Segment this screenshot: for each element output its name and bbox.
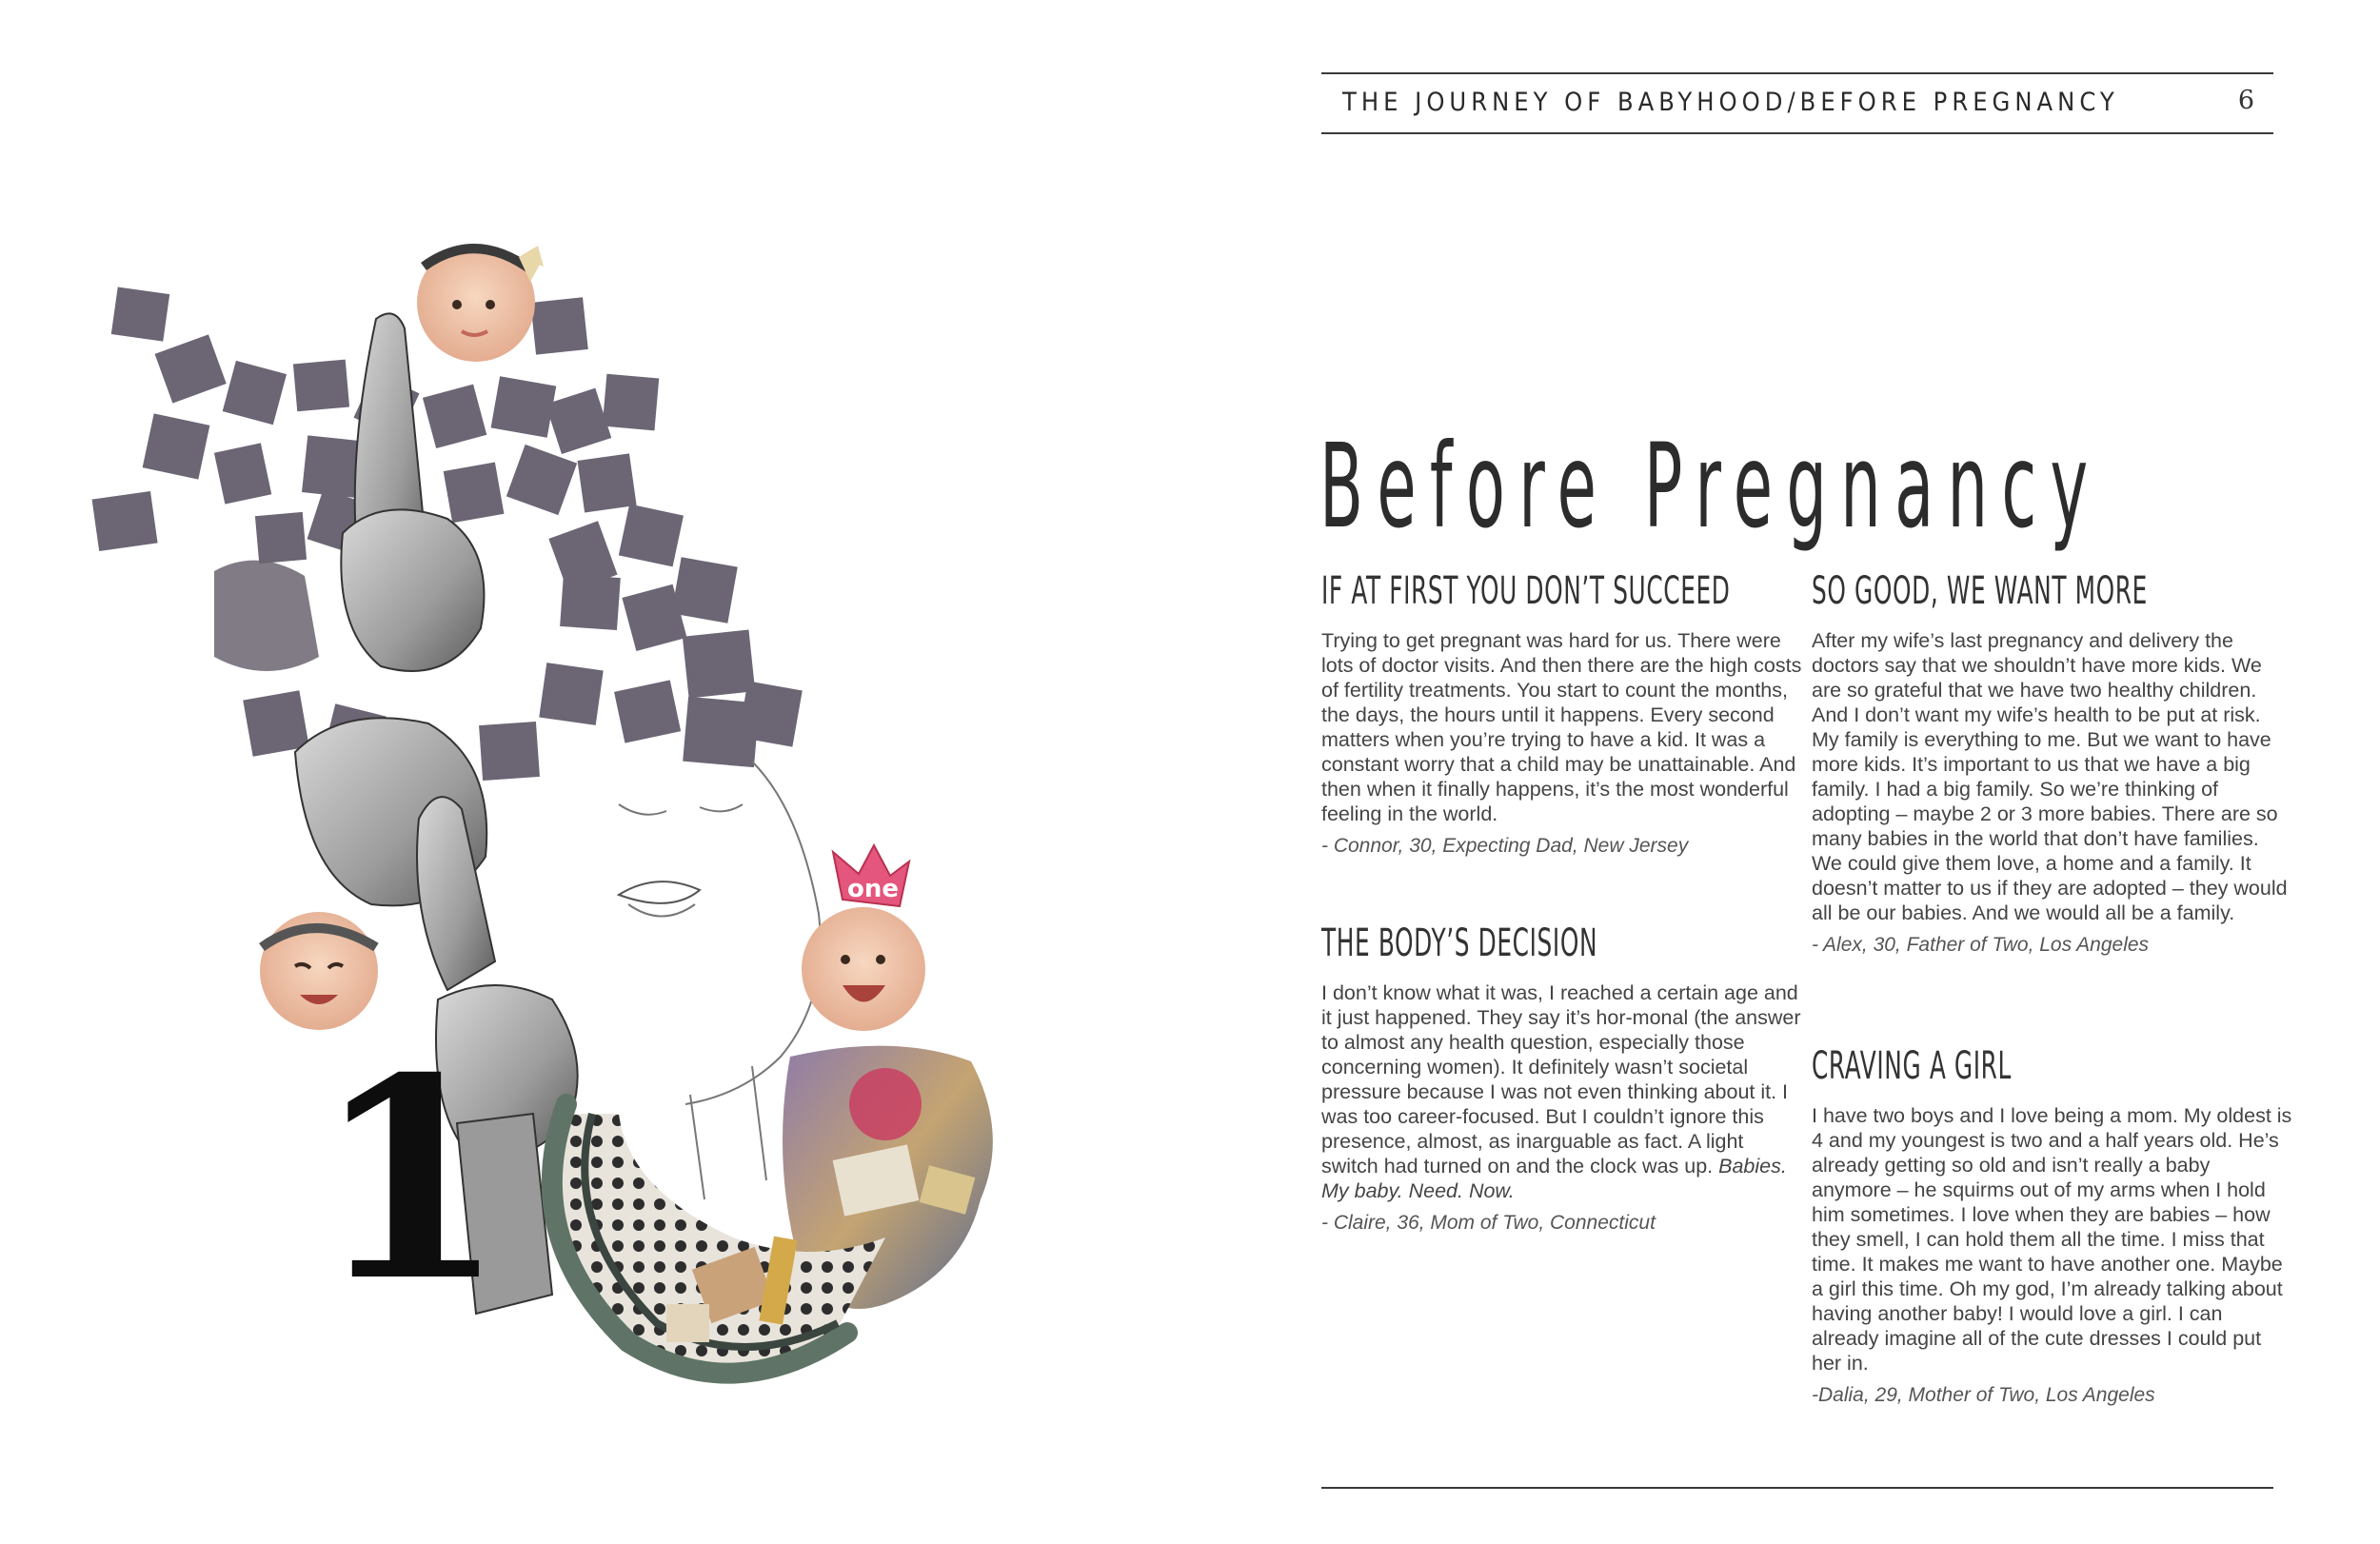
section-body bbox=[1321, 980, 1802, 1203]
story-section bbox=[1321, 569, 1802, 859]
chapter-number: 1 bbox=[314, 1019, 506, 1342]
story-section bbox=[1812, 1044, 2292, 1408]
header-bottom-rule bbox=[1321, 132, 2273, 134]
section-attribution: - Alex, 30, Father of Two, Los Angeles bbox=[1812, 934, 2150, 956]
baby-face-icon bbox=[802, 907, 925, 1031]
torn-paper-icon bbox=[214, 561, 319, 671]
section-body: I have two boys and I love being a mom. My oldest is 4 and my youngest is two and a half years old. He’s already getting so old and isn’t really a baby anymore – he squirms out of my arms when I hold him sometimes. I love when they are babies – how they smell, I can hold them all the time. I miss that time. It makes me want to have another one. Maybe a girl this time. Oh my god, I’m already talking about having another baby! I would love a girl. I can already imagine all of the cute dresses I could put her in. bbox=[1812, 1104, 2292, 1375]
section-body-emphasis: Babies. My baby. Need. Now. bbox=[1321, 1155, 1787, 1202]
header-top-rule bbox=[1321, 72, 2273, 74]
story-section bbox=[1812, 569, 2292, 958]
section-attribution: - Connor, 30, Expecting Dad, New Jersey bbox=[1321, 835, 1689, 857]
crown-text: one bbox=[847, 875, 900, 903]
section-heading: THE BODY’S DECISION bbox=[1321, 921, 1598, 965]
section-attribution: - Claire, 36, Mom of Two, Connecticut bbox=[1321, 1212, 1656, 1234]
section-heading: SO GOOD, WE WANT MORE bbox=[1812, 569, 2148, 613]
section-body: Trying to get pregnant was hard for us. There were lots of doctor visits. And then there are the high costs of fertility treatments. You start to count the months, the days, the hours until it happens. Every second matters when you’re trying to have a kid. It was a constant worry that a child may be unattainable. And then when it finally happens, it’s the most wonderful feeling in the world. bbox=[1321, 629, 1802, 825]
running-title: THE JOURNEY OF BABYHOOD/BEFORE PREGNANCY bbox=[1342, 88, 2119, 117]
page-title: Before Pregnancy bbox=[1319, 419, 2102, 554]
section-heading: CRAVING A GIRL bbox=[1812, 1044, 2012, 1088]
collage-illustration bbox=[0, 0, 1190, 1540]
section-body-text: I don’t know what it was, I reached a certain age and it just happened. They say it’s hor-monal (the answer to almost any health question, especially those concerning women). It definitely wasn’t societal pressure because I was not even thinking about it. I was too career-focused. But I couldn’t ignore this presence, almost, as inarguable as fact. A light switch had turned on and the clock was up. bbox=[1321, 981, 1801, 1178]
chapter-collage bbox=[0, 0, 1190, 1540]
baby-face-icon bbox=[260, 912, 378, 1030]
section-body: After my wife’s last pregnancy and delivery the doctors say that we shouldn’t have more kids. We are so grateful that we have two healthy children. And I don’t want my wife’s health to be put at risk. My family is everything to me. But we want to have more kids. It’s important to us that we have a big family. I had a big family. So we’re thinking of adopting – maybe 2 or 3 more babies. There are so many babies in the world that don’t have families. We could give them love, a home and a family. It doesn’t matter to us if they are adopted – they would all be our babies. And we would all be a family. bbox=[1812, 629, 2288, 924]
section-attribution: -Dalia, 29, Mother of Two, Los Angeles bbox=[1812, 1384, 2155, 1406]
page-number: 6 bbox=[2237, 86, 2254, 115]
footer-rule bbox=[1321, 1487, 2273, 1489]
crown-icon bbox=[833, 845, 909, 906]
baby-face-icon bbox=[417, 244, 544, 362]
running-header bbox=[1342, 88, 2266, 126]
story-section bbox=[1321, 921, 1802, 1236]
section-heading: IF AT FIRST YOU DON’T SUCCEED bbox=[1321, 569, 1731, 613]
